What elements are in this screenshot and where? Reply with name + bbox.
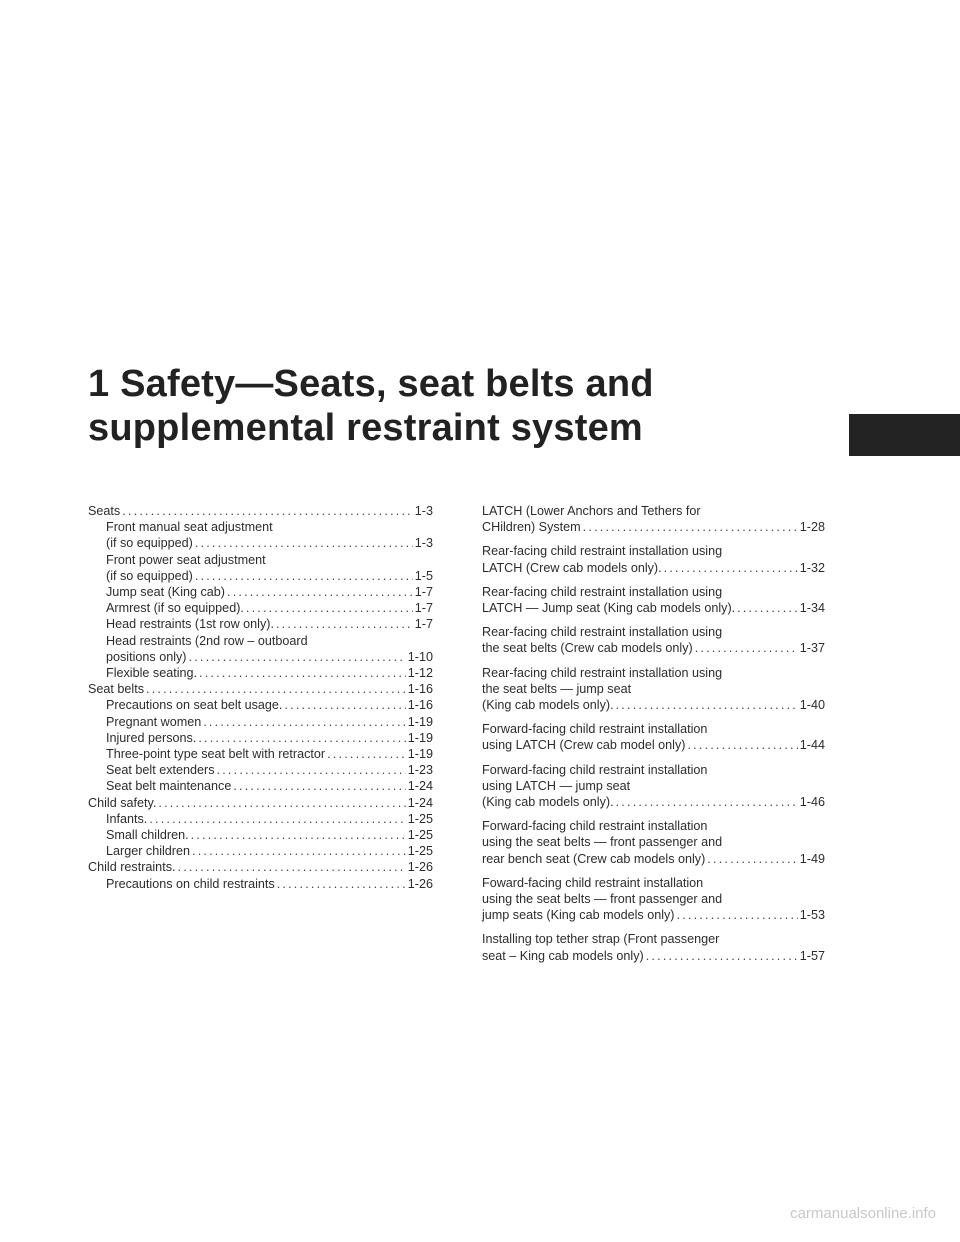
- toc-entry-text: Foward-facing child restraint installation: [482, 875, 704, 890]
- chapter-title-line-1: 1 Safety—Seats, seat belts and: [88, 363, 654, 405]
- toc-entry-text: Head restraints (2nd row – outboard: [106, 633, 308, 648]
- toc-page-number: 1-26: [407, 876, 433, 891]
- toc-page-number: 1-37: [799, 641, 825, 656]
- toc-entry-text: CHildren) System: [482, 520, 581, 535]
- toc-entry-text: Forward-facing child restraint installation: [482, 762, 708, 777]
- toc-entry[interactable]: [482, 624, 825, 656]
- dot-leader: [195, 535, 413, 551]
- toc-entry-text: Seat belt extenders: [106, 763, 215, 778]
- toc-page-number: 1-34: [799, 601, 825, 616]
- toc-entry[interactable]: [482, 818, 825, 867]
- toc-entry[interactable]: [482, 931, 825, 963]
- toc-entry[interactable]: [88, 600, 433, 616]
- dot-leader: [284, 697, 405, 713]
- toc-page-number: 1-19: [407, 714, 433, 729]
- toc-entry-text: seat – King cab models only): [482, 948, 644, 963]
- toc-entry-text: Injured persons.: [106, 730, 197, 745]
- toc-entry[interactable]: [482, 762, 825, 811]
- toc-entry[interactable]: [88, 665, 433, 681]
- toc-entry[interactable]: [88, 778, 433, 794]
- dot-leader: [583, 519, 798, 535]
- toc-page-number: 1-25: [407, 811, 433, 826]
- toc-entry-text: using the seat belts — front passenger and: [482, 892, 723, 907]
- toc-entry[interactable]: [88, 795, 433, 811]
- toc-entry-text: Seat belt maintenance: [106, 779, 232, 794]
- toc-entry-text: Rear-facing child restraint installation using: [482, 584, 723, 599]
- dot-leader: [146, 681, 406, 697]
- toc-page-number: 1-10: [407, 649, 433, 664]
- dot-leader: [189, 649, 406, 665]
- toc-entry-text: Pregnant women: [106, 714, 202, 729]
- toc-page-number: 1-32: [799, 560, 825, 575]
- dot-leader: [158, 795, 405, 811]
- toc-entry-text: the seat belts (Crew cab models only): [482, 641, 693, 656]
- dot-leader: [707, 851, 797, 867]
- toc-entry[interactable]: [88, 714, 433, 730]
- toc-entry[interactable]: [482, 665, 825, 714]
- toc-entry-text: Infants.: [106, 811, 148, 826]
- toc-page-number: 1-46: [799, 795, 825, 810]
- toc-entry-text: the seat belts — jump seat: [482, 681, 632, 696]
- toc-entry-text: Forward-facing child restraint installation: [482, 819, 708, 834]
- toc-entry-text: using the seat belts — front passenger and: [482, 835, 723, 850]
- dot-leader: [246, 600, 413, 616]
- dot-leader: [677, 907, 798, 923]
- chapter-title-line-2: supplemental restraint system: [88, 407, 643, 449]
- dot-leader: [327, 746, 406, 762]
- toc-page-number: 1-3: [414, 536, 433, 551]
- toc-entry[interactable]: [88, 876, 433, 892]
- toc-entry-text: Child safety.: [88, 795, 157, 810]
- toc-entry-text: Child restraints.: [88, 860, 176, 875]
- toc-page-number: 1-23: [407, 763, 433, 778]
- toc-entry-text: (if so equipped): [106, 568, 193, 583]
- chapter-tab-marker: [849, 414, 960, 456]
- toc-entry[interactable]: [88, 746, 433, 762]
- toc-entry-text: LATCH — Jump seat (King cab models only).: [482, 601, 736, 616]
- dot-leader: [233, 778, 405, 794]
- toc-page-number: 1-26: [407, 860, 433, 875]
- toc-entry[interactable]: [88, 843, 433, 859]
- toc-entry-text: Three-point type seat belt with retractor: [106, 747, 326, 762]
- toc-page-number: 1-19: [407, 730, 433, 745]
- toc-right-column: [482, 503, 825, 972]
- dot-leader: [198, 730, 405, 746]
- toc-entry-text: (King cab models only).: [482, 698, 614, 713]
- toc-entry-text: Rear-facing child restraint installation using: [482, 665, 723, 680]
- toc-page-number: 1-25: [407, 844, 433, 859]
- toc-page-number: 1-16: [407, 682, 433, 697]
- toc-entry-text: LATCH (Lower Anchors and Tethers for: [482, 504, 701, 518]
- toc-entry[interactable]: [88, 697, 433, 713]
- toc-entry[interactable]: [88, 552, 433, 584]
- toc-entry[interactable]: [88, 503, 433, 519]
- toc-entry-text: Precautions on seat belt usage.: [106, 698, 283, 713]
- toc-entry[interactable]: [88, 519, 433, 551]
- toc-entry-text: Front manual seat adjustment: [106, 520, 273, 535]
- toc-page-number: 1-49: [799, 851, 825, 866]
- toc-entry[interactable]: [88, 730, 433, 746]
- toc-page-number: 1-7: [414, 585, 433, 600]
- toc-entry[interactable]: [88, 859, 433, 875]
- toc-entry-text: Head restraints (1st row only).: [106, 617, 274, 632]
- toc-entry-text: Forward-facing child restraint installation: [482, 722, 708, 737]
- toc-entry-text: rear bench seat (Crew cab models only): [482, 851, 706, 866]
- toc-page-number: 1-40: [799, 698, 825, 713]
- toc-page-number: 1-16: [407, 698, 433, 713]
- toc-entry[interactable]: [88, 633, 433, 665]
- toc-entry-text: Rear-facing child restraint installation using: [482, 544, 723, 559]
- toc-page-number: 1-12: [407, 666, 433, 681]
- dot-leader: [199, 665, 406, 681]
- toc-entry-text: (if so equipped): [106, 536, 193, 551]
- dot-leader: [227, 584, 413, 600]
- dot-leader: [192, 843, 406, 859]
- dot-leader: [122, 503, 413, 519]
- toc-entry-text: Precautions on child restraints: [106, 876, 275, 891]
- toc-entry-text: Armrest (if so equipped).: [106, 601, 244, 616]
- toc-entry[interactable]: [88, 584, 433, 600]
- dot-leader: [616, 794, 798, 810]
- toc-entry[interactable]: [482, 721, 825, 753]
- dot-leader: [277, 876, 406, 892]
- toc-page-number: 1-28: [799, 520, 825, 535]
- toc-entry-text: (King cab models only).: [482, 795, 614, 810]
- toc-page-number: 1-19: [407, 747, 433, 762]
- toc-entry-text: Jump seat (King cab): [106, 585, 225, 600]
- toc-entry-text: Flexible seating.: [106, 666, 198, 681]
- toc-page-number: 1-7: [414, 601, 433, 616]
- toc-entry-text: Seat belts: [88, 682, 145, 697]
- toc-entry[interactable]: [88, 681, 433, 697]
- toc-page-number: 1-24: [407, 779, 433, 794]
- chapter-title: [88, 362, 788, 450]
- toc-entry-text: Installing top tether strap (Front passenger: [482, 932, 720, 947]
- dot-leader: [687, 737, 797, 753]
- toc-entry[interactable]: [88, 762, 433, 778]
- toc-entry-text: Rear-facing child restraint installation using: [482, 625, 723, 640]
- toc-page-number: 1-44: [799, 738, 825, 753]
- toc-entry-text: Larger children: [106, 844, 191, 859]
- toc-entry[interactable]: [88, 811, 433, 827]
- toc-page-number: 1-24: [407, 795, 433, 810]
- toc-page-number: 1-53: [799, 908, 825, 923]
- toc-entry[interactable]: [88, 827, 433, 843]
- toc-entry-text: Small children.: [106, 828, 189, 843]
- toc-entry-text: LATCH (Crew cab models only).: [482, 560, 662, 575]
- toc-entry-text: Seats: [88, 504, 121, 518]
- dot-leader: [203, 714, 406, 730]
- toc-entry-text: using LATCH — jump seat: [482, 778, 631, 793]
- dot-leader: [616, 697, 798, 713]
- dot-leader: [149, 811, 405, 827]
- toc-entry-text: jump seats (King cab models only): [482, 908, 675, 923]
- toc-entry[interactable]: [482, 584, 825, 616]
- dot-leader: [646, 948, 798, 964]
- dot-leader: [195, 568, 413, 584]
- toc-page-number: 1-25: [407, 828, 433, 843]
- toc-entry[interactable]: [482, 543, 825, 575]
- toc-page-number: 1-57: [799, 948, 825, 963]
- toc-entry-text: positions only): [106, 649, 187, 664]
- toc-page-number: 1-7: [414, 617, 433, 632]
- toc-entry[interactable]: [482, 875, 825, 924]
- toc-entry-text: Front power seat adjustment: [106, 552, 266, 567]
- toc-left-column: [88, 503, 433, 892]
- dot-leader: [276, 616, 413, 632]
- dot-leader: [664, 560, 798, 576]
- watermark: carmanualsonline.info: [790, 1205, 936, 1222]
- dot-leader: [695, 640, 798, 656]
- toc-page-number: 1-3: [414, 504, 433, 518]
- dot-leader: [178, 859, 406, 875]
- toc-entry[interactable]: [88, 616, 433, 632]
- dot-leader: [737, 600, 798, 616]
- dot-leader: [191, 827, 406, 843]
- toc-page-number: 1-5: [414, 568, 433, 583]
- dot-leader: [217, 762, 406, 778]
- toc-entry-text: using LATCH (Crew cab model only): [482, 738, 686, 753]
- toc-entry[interactable]: [482, 503, 825, 535]
